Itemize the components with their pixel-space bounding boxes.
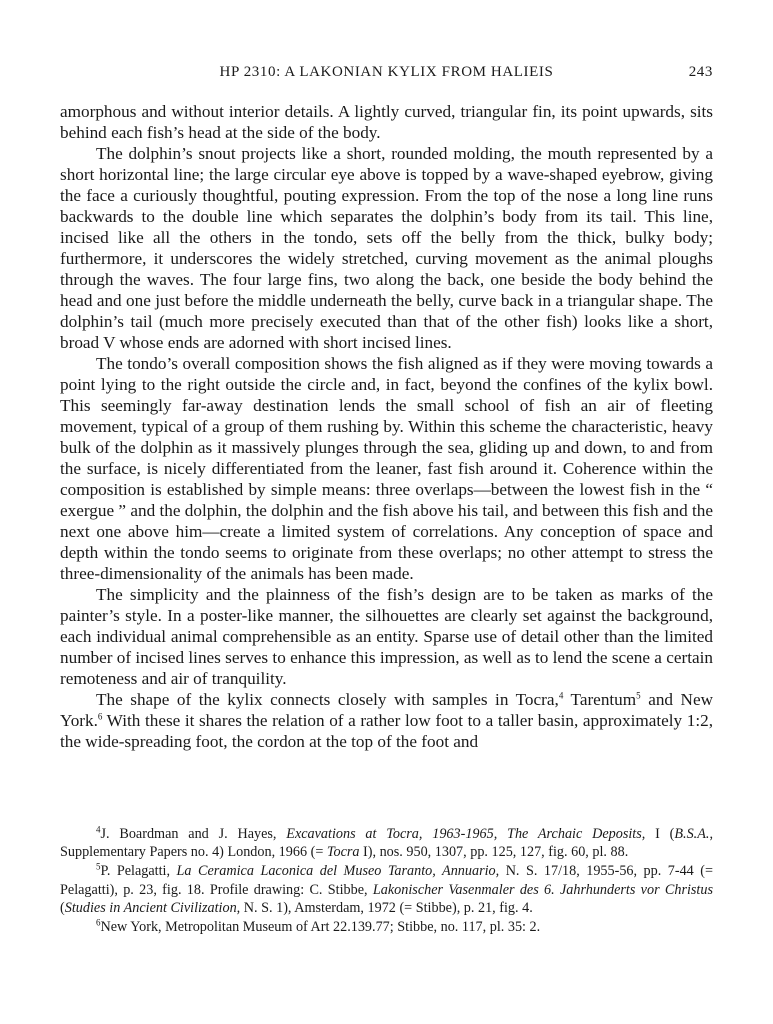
footnote-title: Tocra [326, 844, 360, 861]
footnote-number: 4 [96, 824, 101, 835]
footnote-text: J. Boardman and J. Hayes, [100, 826, 287, 842]
footnotes [60, 825, 713, 937]
page-number: 243 [688, 64, 713, 80]
footnote-title: Excavations at Tocra, 1963-1965, The Archaic Deposits, [286, 826, 646, 842]
body-text [60, 101, 713, 752]
paragraph: amorphous and without interior details. A lightly curved, triangular fin, its point upwards, sits behind each fish’s head at the side of the body. [60, 102, 713, 142]
paragraph-text: Tarentum [563, 690, 637, 709]
footnote-text: , Supplementary Papers no. 4) London, 1966 (= [60, 826, 713, 861]
footnote-text: N. S. 1), Amsterdam, 1972 (= Stibbe), p. 21, fig. 4. [240, 899, 533, 916]
footnote-text: N. S. 17/18, 1955-56, pp. 7-44 (= Pelagatti), p. 23, fig. 18. Profile drawing: C. Stibbe, [60, 863, 713, 898]
footnote-text: I), nos. 950, 1307, pp. 125, 127, fig. 60, pl. 88. [359, 844, 629, 861]
footnote-title: La Ceramica Laconica del Museo Taranto, Annuario, [176, 863, 500, 880]
footnote-4 [60, 825, 713, 861]
footnote-title: Lakonischer Vasenmaler des 6. Jahrhunderts vor Christus [372, 881, 713, 898]
footnote-number: 5 [96, 861, 101, 872]
footnote-ref: 6 [97, 711, 103, 722]
footnote-title: B.S.A. [674, 826, 710, 842]
footnote-5 [60, 862, 713, 917]
paragraph: The tondo’s overall composition shows the fish aligned as if they were moving towards a point lying to the right outside the circle and, in fact, beyond the confines of the kylix bowl. This seemingly far-away destination lends the small school of fish an air of fleeting movement, typical of a group of them rushing by. Within this scheme the characteristic, heavy bulk of the dolphin as it massively plunges through the sea, gliding up and down, to and from the surface, is nicely differentiated from the leaner, fast fish around it. Coherence within the composition is established by simple means: three overlaps—between the lowest fish in the “ exergue ” and the dolphin, the dolphin and the fish above his tail, and between this fish and the next one above him—create a limited system of correlations. Any conception of space and depth within the tondo seems to originate from these overlaps; no other attempt to stress the three-dimensionality of the animals has been made. [60, 354, 713, 583]
footnote-6 [60, 918, 713, 936]
paragraph [60, 689, 713, 752]
footnote-title: Studies in Ancient Civilization, [64, 899, 241, 916]
paragraph: The dolphin’s snout projects like a short, rounded molding, the mouth represented by a short horizontal line; the large circular eye above is topped by a wave-shaped eyebrow, giving the face a curiously thoughtful, pouting expression. From the top of the nose a long line runs backwards to the double line which separates the dolphin’s body from its tail. This line, incised like all the others in the tondo, sets off the belly from the thick, bulky body; furthermore, it underscores the widely stretched, curving movement as the animal ploughs through the waves. The four large fins, two along the back, one beside the body behind the head and one just before the middle underneath the belly, curve back in a triangular shape. The dolphin’s tail (much more precisely executed than that of the other fish) looks like a short, broad V whose ends are adorned with short incised lines. [60, 144, 713, 352]
footnote-text: I ( [645, 826, 675, 842]
footnote-ref: 4 [558, 690, 564, 701]
paragraph-text: and New York. [60, 690, 713, 730]
running-title: HP 2310: A LAKONIAN KYLIX FROM HALIEIS [219, 64, 554, 80]
paragraph-text: The shape of the kylix connects closely with samples in Tocra, [96, 690, 559, 709]
footnote-ref: 5 [636, 690, 641, 701]
footnote-text: ( [60, 899, 65, 916]
paragraph-text: With these it shares the relation of a rather low foot to a taller basin, approximately 1:2, the wide-spreading foot, the cordon at the top of the foot and [60, 711, 713, 751]
footnote-number: 6 [96, 917, 101, 928]
paragraph: The simplicity and the plainness of the fish’s design are to be taken as marks of the painter’s style. In a poster-like manner, the silhouettes are clearly set against the background, each individual animal comprehensible as an entity. Sparse use of detail other than the limited number of incised lines serves to enhance this impression, as well as to lend the scene a certain remoteness and air of tranquility. [60, 585, 713, 688]
running-header [60, 64, 713, 86]
footnote-text: P. Pelagatti, [100, 863, 177, 880]
footnote-text: New York, Metropolitan Museum of Art 22.139.77; Stibbe, no. 117, pl. 35: 2. [100, 919, 541, 936]
